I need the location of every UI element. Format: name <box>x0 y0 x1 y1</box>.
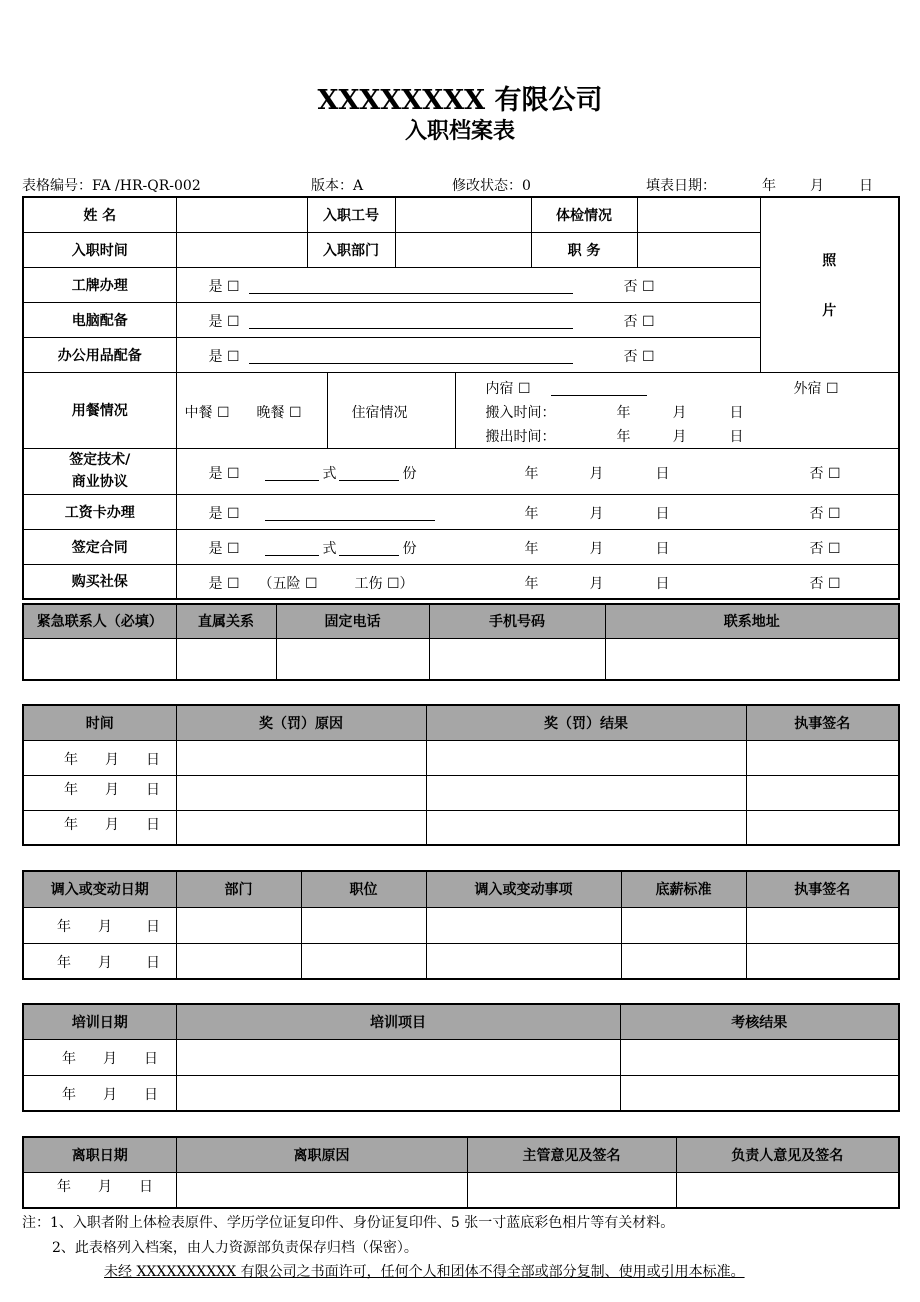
salary-month: 月 <box>589 505 604 522</box>
name-value[interactable] <box>176 197 307 232</box>
training-header-item: 培训项目 <box>176 1004 620 1039</box>
leave-table <box>22 1136 900 1209</box>
contract-day: 日 <box>655 540 670 557</box>
transfer-table <box>22 870 900 980</box>
note-1: 注：1、入职者附上体检表原件、学历学位证复印件、身份证复印件、5 张一寸蓝底彩色相片等有关材料。 <box>22 1215 675 1231</box>
contract-style-line <box>265 538 319 556</box>
training-date-month: 月 <box>103 1050 117 1067</box>
salary-yes[interactable]: 是 ☐ <box>208 505 240 522</box>
reward-signature[interactable] <box>746 775 899 810</box>
emergency-phone-value[interactable] <box>276 638 429 680</box>
inner-line <box>551 378 647 396</box>
reward-date[interactable] <box>23 740 176 775</box>
tech-copies: 份 <box>402 465 417 482</box>
emergency-mobile-value[interactable] <box>429 638 605 680</box>
leave-manager-opinion[interactable] <box>676 1172 899 1208</box>
insurance-label: 购买社保 <box>23 564 176 599</box>
tech-agreement-line-1: 签定技术/ <box>69 452 131 468</box>
join-dept-label: 入职部门 <box>307 232 395 267</box>
photo-label-2: 片 <box>822 302 837 319</box>
form-number: 表格编号：FA /HR-QR-002 <box>22 178 201 194</box>
transfer-signature[interactable] <box>746 943 899 979</box>
tech-month: 月 <box>589 465 604 482</box>
emp-no-value[interactable] <box>395 197 531 232</box>
transfer-date-year: 年 <box>57 918 71 935</box>
basic-info-table <box>22 196 900 600</box>
reward-date-year: 年 <box>64 816 78 833</box>
tech-day: 日 <box>655 465 670 482</box>
position-value[interactable] <box>637 232 760 267</box>
move-out-day: 日 <box>729 428 744 445</box>
company-title: XXXXXXXX 有限公司 <box>317 85 603 116</box>
lodging-label: 住宿情况 <box>351 404 408 421</box>
transfer-header-salary: 底薪标准 <box>621 871 746 907</box>
table-row <box>23 1172 899 1208</box>
computer-no[interactable]: 否 ☐ <box>623 313 655 330</box>
emergency-header-relation: 直属关系 <box>176 604 276 638</box>
contract-style: 式 <box>322 540 337 557</box>
transfer-date[interactable] <box>23 943 176 979</box>
reward-date[interactable] <box>23 775 176 810</box>
badge-no[interactable]: 否 ☐ <box>623 278 655 295</box>
training-date-day: 日 <box>144 1050 158 1067</box>
salary-card-row[interactable] <box>176 494 899 529</box>
transfer-header-date: 调入或变动日期 <box>23 871 176 907</box>
training-header-result: 考核结果 <box>620 1004 899 1039</box>
reward-date-year: 年 <box>64 751 78 768</box>
transfer-matter[interactable] <box>426 907 621 943</box>
emergency-relation-value[interactable] <box>176 638 276 680</box>
five-insurance-option[interactable]: （五险 ☐ <box>258 575 318 592</box>
note-2: 2、此表格列入档案，由人力资源部负责保存归档（保密）。 <box>52 1240 418 1256</box>
transfer-date-day: 日 <box>146 918 160 935</box>
reward-date[interactable] <box>23 810 176 845</box>
reward-header-signature: 执事签名 <box>746 705 899 740</box>
emp-no-label: 入职工号 <box>307 197 395 232</box>
office-yes[interactable]: 是 ☐ <box>208 348 240 365</box>
copyright-note: 未经 XXXXXXXXXX 有限公司之书面许可，任何个人和团体不得全部或部分复制、使用或引用本标准。 <box>104 1264 745 1280</box>
reward-header-time: 时间 <box>23 705 176 740</box>
tech-year: 年 <box>524 465 539 482</box>
leave-reason[interactable] <box>176 1172 467 1208</box>
table-row <box>23 775 899 810</box>
reward-reason[interactable] <box>176 740 426 775</box>
transfer-position[interactable] <box>301 943 426 979</box>
reward-date-year: 年 <box>64 781 78 798</box>
insurance-yes[interactable]: 是 ☐ <box>208 575 240 592</box>
move-out-label: 搬出时间： <box>485 428 556 445</box>
fill-date-label: 填表日期： <box>646 178 716 194</box>
insurance-day: 日 <box>655 575 670 592</box>
insurance-no[interactable]: 否 ☐ <box>809 575 841 592</box>
position-label: 职 务 <box>531 232 637 267</box>
salary-card-label: 工资卡办理 <box>23 494 176 529</box>
tech-style: 式 <box>322 465 337 482</box>
table-row <box>23 1075 899 1111</box>
insurance-year: 年 <box>524 575 539 592</box>
transfer-date-month: 月 <box>98 954 112 971</box>
transfer-date-year: 年 <box>57 954 71 971</box>
reward-header-result: 奖（罚）结果 <box>426 705 746 740</box>
badge-label: 工牌办理 <box>23 267 176 302</box>
salary-year: 年 <box>524 505 539 522</box>
office-line <box>249 346 573 364</box>
emergency-header-address: 联系地址 <box>605 604 899 638</box>
transfer-salary[interactable] <box>621 907 746 943</box>
transfer-date-month: 月 <box>98 918 112 935</box>
badge-row[interactable] <box>176 267 760 302</box>
tech-agreement-line-2: 商业协议 <box>71 474 128 490</box>
table-row <box>23 907 899 943</box>
transfer-dept[interactable] <box>176 907 301 943</box>
tech-copies-line <box>339 463 399 481</box>
emergency-contact-table <box>22 603 900 681</box>
health-value[interactable] <box>637 197 760 232</box>
reward-date-month: 月 <box>105 751 119 768</box>
training-date-year: 年 <box>62 1050 76 1067</box>
training-result[interactable] <box>620 1075 899 1111</box>
transfer-header-matter: 调入或变动事项 <box>426 871 621 907</box>
lunch-option[interactable]: 中餐 ☐ <box>184 404 230 421</box>
leave-date-year: 年 <box>57 1178 71 1195</box>
move-out-year: 年 <box>616 428 631 445</box>
contract-copies: 份 <box>402 540 417 557</box>
salary-day: 日 <box>655 505 670 522</box>
meal-divider <box>327 372 328 448</box>
reward-signature[interactable] <box>746 810 899 845</box>
leave-date[interactable] <box>23 1172 176 1208</box>
inner-lodging[interactable]: 内宿 ☐ <box>485 380 531 397</box>
badge-yes[interactable]: 是 ☐ <box>208 278 240 295</box>
insurance-month: 月 <box>589 575 604 592</box>
transfer-header-dept: 部门 <box>176 871 301 907</box>
training-header-date: 培训日期 <box>23 1004 176 1039</box>
training-date[interactable] <box>23 1075 176 1111</box>
fill-date-day: 日 <box>859 178 873 194</box>
computer-yes[interactable]: 是 ☐ <box>208 313 240 330</box>
reward-result[interactable] <box>426 740 746 775</box>
salary-line <box>265 503 435 521</box>
tech-no[interactable]: 否 ☐ <box>809 465 841 482</box>
contract-label: 签定合同 <box>23 529 176 564</box>
emergency-address-value[interactable] <box>605 638 899 680</box>
join-dept-value[interactable] <box>395 232 531 267</box>
leave-header-manager: 负责人意见及签名 <box>676 1137 899 1172</box>
tech-agreement-label <box>23 448 176 494</box>
emergency-header-mobile: 手机号码 <box>429 604 605 638</box>
reward-date-day: 日 <box>146 816 160 833</box>
training-date[interactable] <box>23 1039 176 1075</box>
leave-supervisor-opinion[interactable] <box>467 1172 676 1208</box>
emergency-contact-value[interactable] <box>23 638 176 680</box>
reward-reason[interactable] <box>176 775 426 810</box>
lodging-divider <box>455 372 456 448</box>
version: 版本：A <box>311 178 364 194</box>
emergency-header-contact: 紧急联系人（必填） <box>23 604 176 638</box>
office-no[interactable]: 否 ☐ <box>623 348 655 365</box>
leave-date-day: 日 <box>139 1178 153 1195</box>
meal-row[interactable] <box>176 372 899 448</box>
badge-line <box>249 276 573 294</box>
leave-date-month: 月 <box>98 1178 112 1195</box>
fill-date-year: 年 <box>762 178 776 194</box>
contract-row[interactable] <box>176 529 899 564</box>
fill-date-month: 月 <box>810 178 824 194</box>
reward-result[interactable] <box>426 775 746 810</box>
outer-lodging[interactable]: 外宿 ☐ <box>793 380 839 397</box>
training-date-day: 日 <box>144 1086 158 1103</box>
computer-row[interactable] <box>176 302 760 337</box>
reward-date-day: 日 <box>146 781 160 798</box>
move-in-year: 年 <box>616 404 631 421</box>
move-in-day: 日 <box>729 404 744 421</box>
transfer-dept[interactable] <box>176 943 301 979</box>
photo-box[interactable] <box>760 197 899 372</box>
training-item[interactable] <box>176 1039 620 1075</box>
transfer-matter[interactable] <box>426 943 621 979</box>
photo-label-1: 照 <box>822 252 837 269</box>
leave-header-supervisor: 主管意见及签名 <box>467 1137 676 1172</box>
emergency-header-phone: 固定电话 <box>276 604 429 638</box>
training-date-year: 年 <box>62 1086 76 1103</box>
tech-style-line <box>265 463 319 481</box>
transfer-salary[interactable] <box>621 943 746 979</box>
training-table <box>22 1003 900 1112</box>
contract-no[interactable]: 否 ☐ <box>809 540 841 557</box>
reward-date-day: 日 <box>146 751 160 768</box>
tech-agreement-row[interactable] <box>176 448 899 494</box>
leave-header-date: 离职日期 <box>23 1137 176 1172</box>
transfer-position[interactable] <box>301 907 426 943</box>
transfer-header-position: 职位 <box>301 871 426 907</box>
reward-result[interactable] <box>426 810 746 845</box>
dinner-option[interactable]: 晚餐 ☐ <box>256 404 302 421</box>
training-date-month: 月 <box>103 1086 117 1103</box>
transfer-header-signature: 执事签名 <box>746 871 899 907</box>
contract-year: 年 <box>524 540 539 557</box>
reward-date-month: 月 <box>105 781 119 798</box>
office-row[interactable] <box>176 337 760 372</box>
revision-status: 修改状态：0 <box>452 178 531 194</box>
form-title: 入职档案表 <box>404 118 515 144</box>
table-row <box>23 810 899 845</box>
meal-label: 用餐情况 <box>23 372 176 448</box>
contract-month: 月 <box>589 540 604 557</box>
reward-reason[interactable] <box>176 810 426 845</box>
salary-no[interactable]: 否 ☐ <box>809 505 841 522</box>
move-out-month: 月 <box>672 428 687 445</box>
reward-signature[interactable] <box>746 740 899 775</box>
contract-yes[interactable]: 是 ☐ <box>208 540 240 557</box>
contract-copies-line <box>339 538 399 556</box>
move-in-label: 搬入时间： <box>485 404 556 421</box>
join-time-label: 入职时间 <box>23 232 176 267</box>
computer-line <box>249 311 573 329</box>
health-label: 体检情况 <box>531 197 637 232</box>
tech-yes[interactable]: 是 ☐ <box>208 465 240 482</box>
training-result[interactable] <box>620 1039 899 1075</box>
training-item[interactable] <box>176 1075 620 1111</box>
transfer-date[interactable] <box>23 907 176 943</box>
leave-header-reason: 离职原因 <box>176 1137 467 1172</box>
transfer-signature[interactable] <box>746 907 899 943</box>
office-label: 办公用品配备 <box>23 337 176 372</box>
move-in-month: 月 <box>672 404 687 421</box>
injury-insurance-option[interactable]: 工伤 ☐） <box>354 575 414 592</box>
reward-date-month: 月 <box>105 816 119 833</box>
name-label: 姓 名 <box>23 197 176 232</box>
transfer-date-day: 日 <box>146 954 160 971</box>
reward-header-reason: 奖（罚）原因 <box>176 705 426 740</box>
insurance-row[interactable] <box>176 564 899 599</box>
computer-label: 电脑配备 <box>23 302 176 337</box>
reward-penalty-table <box>22 704 900 846</box>
join-time-value[interactable] <box>176 232 307 267</box>
table-row <box>23 1039 899 1075</box>
table-row <box>23 943 899 979</box>
table-row <box>23 740 899 775</box>
